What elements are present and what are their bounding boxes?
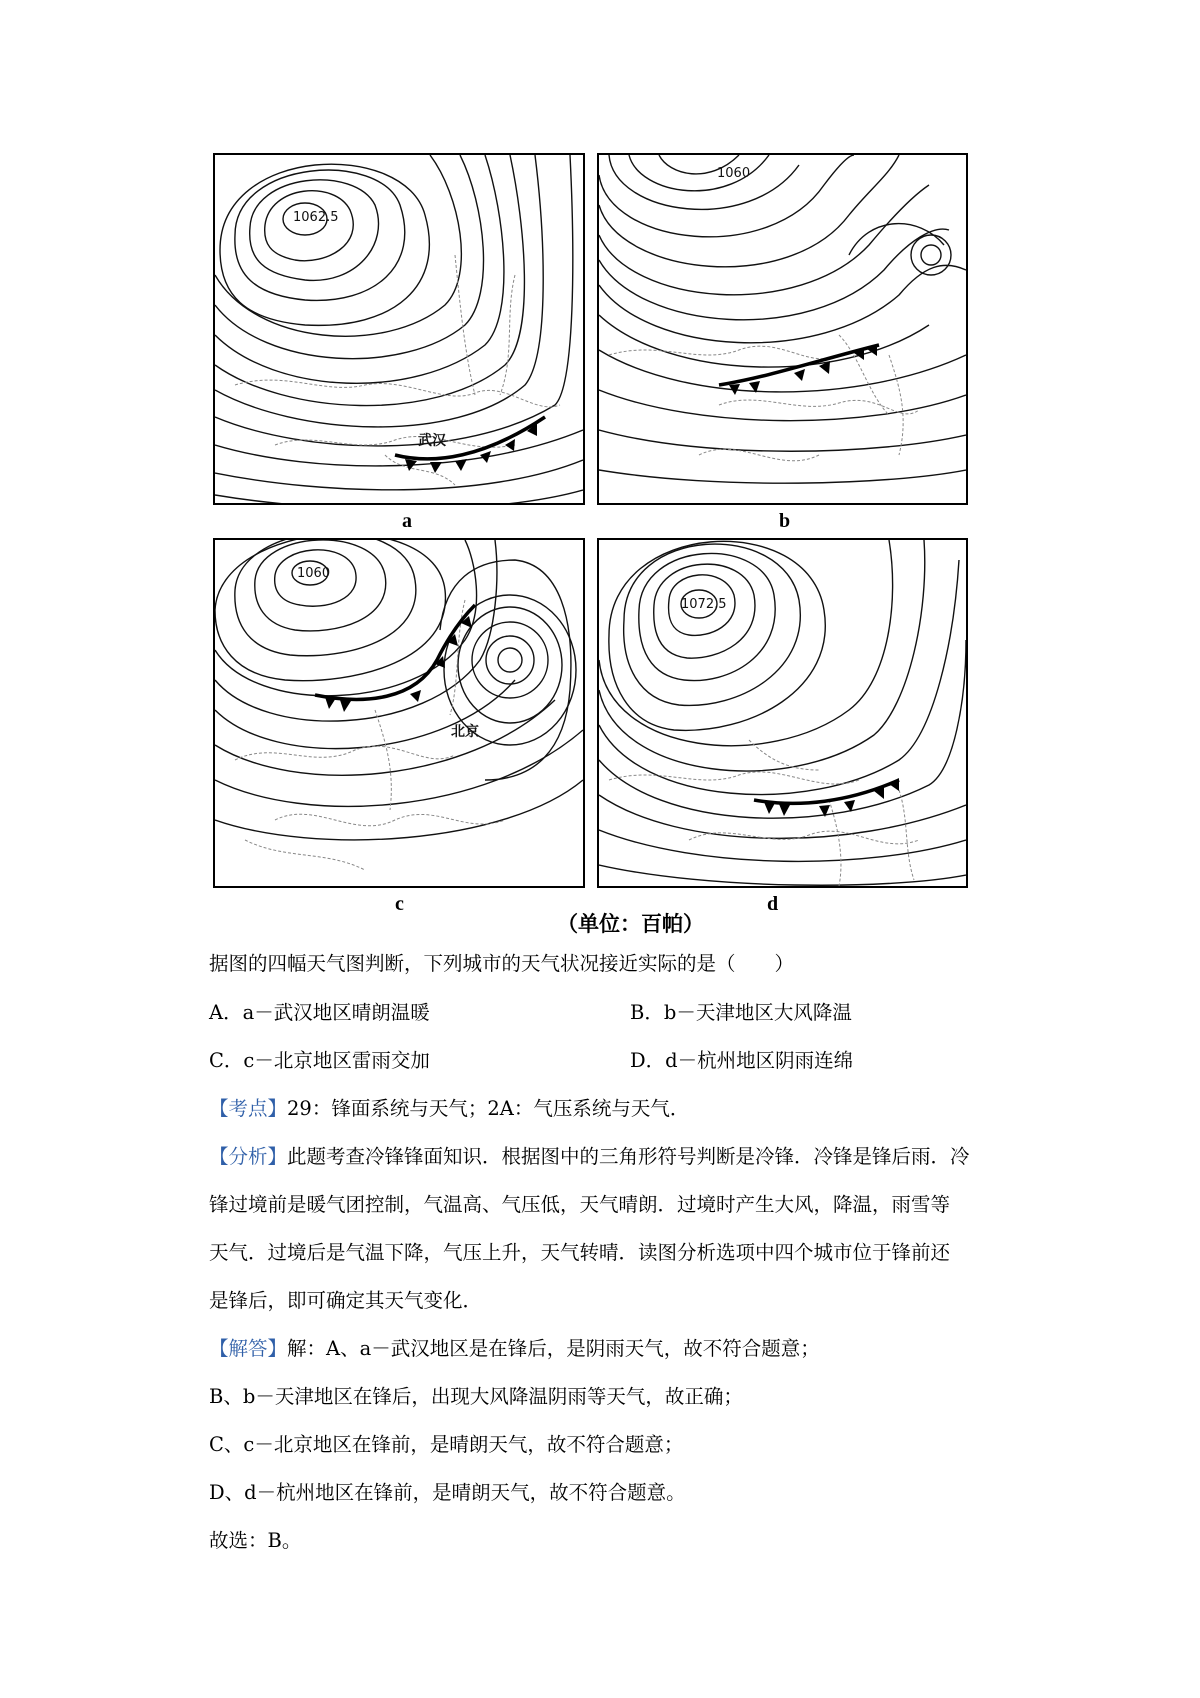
unit-note: （单位：百帕） <box>557 913 704 936</box>
question-text: 据图的四幅天气图判断，下列城市的天气状况接近实际的是（ ） <box>209 952 795 975</box>
weather-map-a <box>213 153 585 505</box>
weather-map-b <box>597 153 968 505</box>
fenxi-line-1 <box>209 1141 970 1169</box>
isobar-chart-a <box>215 155 583 503</box>
jieda-line-2: B、b－天津地区在锋后，出现大风降温阴雨等天气，故正确； <box>209 1385 743 1408</box>
map-label-a: a <box>402 510 412 532</box>
pressure-center-label-b: 1060 <box>717 166 751 181</box>
city-label-beijing: 北京 <box>451 724 479 740</box>
pressure-center-label-c: 1060 <box>297 566 331 581</box>
kaodian-tag: 【考点】 <box>209 1097 288 1120</box>
fenxi-line-2: 锋过境前是暖气团控制，气温高、气压低，天气晴朗．过境时产生大风，降温，雨雪等 <box>209 1193 951 1216</box>
option-c: C．c－北京地区雷雨交加 <box>209 1049 430 1072</box>
option-b: B．b－天津地区大风降温 <box>630 1001 852 1024</box>
fenxi-tag: 【分析】 <box>209 1145 288 1168</box>
map-label-c: c <box>395 893 404 915</box>
jieda-tag: 【解答】 <box>209 1337 288 1360</box>
weather-map-c <box>213 538 585 888</box>
map-label-d: d <box>767 893 779 915</box>
kaodian-text: 29：锋面系统与天气；2A：气压系统与天气． <box>287 1097 690 1120</box>
option-d: D．d－杭州地区阴雨连绵 <box>630 1049 854 1072</box>
weather-map-d <box>597 538 968 888</box>
isobar-chart-b <box>599 155 966 503</box>
option-a: A．a－武汉地区晴朗温暖 <box>209 1001 430 1024</box>
jieda-line-3: C、c－北京地区在锋前，是晴朗天气，故不符合题意； <box>209 1433 684 1456</box>
fenxi-line-4: 是锋后，即可确定其天气变化． <box>209 1289 483 1312</box>
jieda-line-5: 故选：B。 <box>209 1529 302 1552</box>
pressure-center-label-d: 1072.5 <box>681 597 727 612</box>
isobar-chart-c <box>215 540 583 886</box>
fenxi-text-1: 此题考查冷锋锋面知识．根据图中的三角形符号判断是冷锋．冷锋是锋后雨．冷 <box>287 1145 970 1168</box>
pressure-center-label-a: 1062.5 <box>293 210 339 225</box>
fenxi-line-3: 天气．过境后是气温下降，气压上升，天气转晴．读图分析选项中四个城市位于锋前还 <box>209 1241 951 1264</box>
isobar-chart-d <box>599 540 966 886</box>
map-label-b: b <box>779 510 791 532</box>
city-label-wuhan: 武汉 <box>418 433 446 449</box>
jieda-line-1 <box>209 1333 820 1361</box>
jieda-text-1: 解：A、a－武汉地区是在锋后，是阴雨天气，故不符合题意； <box>287 1337 820 1360</box>
kaodian-line <box>209 1093 689 1121</box>
jieda-line-4: D、d－杭州地区在锋前，是晴朗天气，故不符合题意。 <box>209 1481 686 1504</box>
